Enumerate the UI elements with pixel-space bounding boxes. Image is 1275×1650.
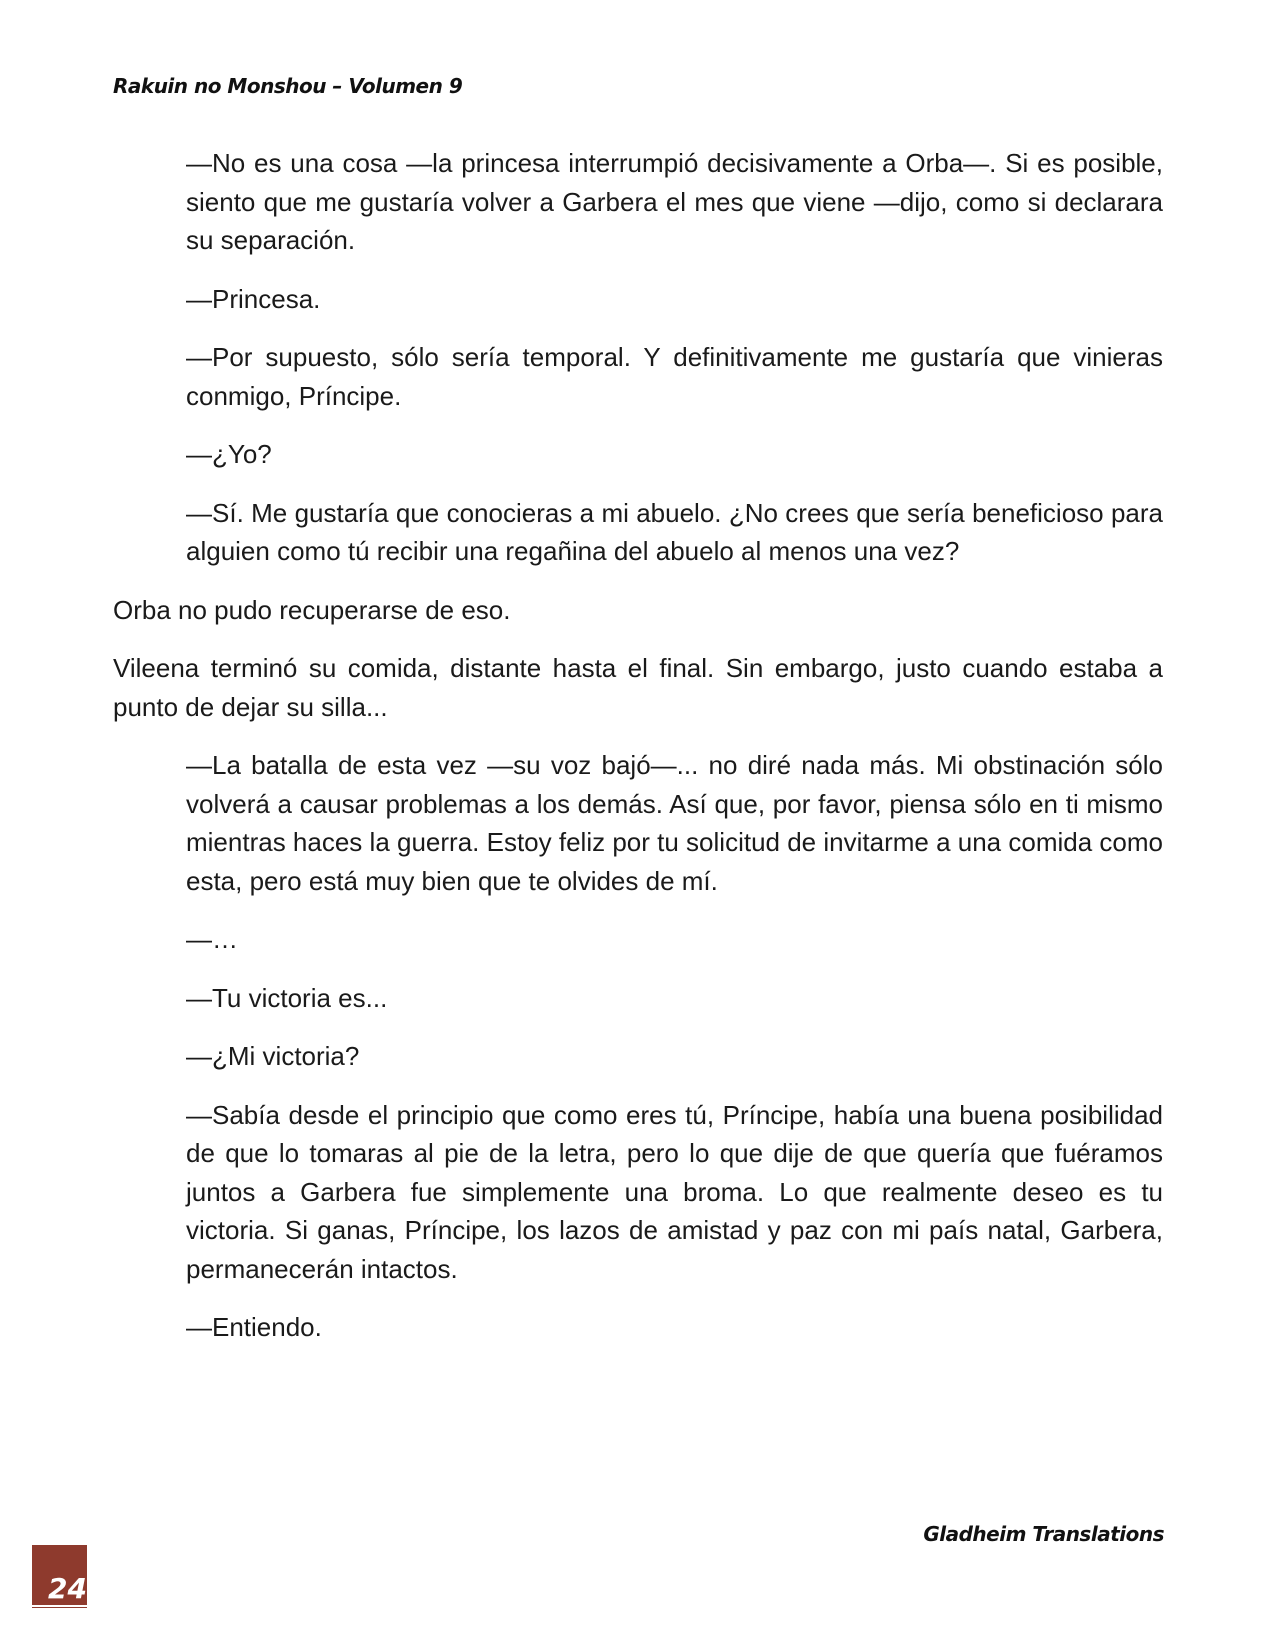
page-number: 24 (48, 1572, 87, 1605)
page-number-underline (32, 1605, 87, 1607)
paragraph: —La batalla de esta vez —su voz bajó—... no diré nada más. Mi obstinación sólo volverá a causar problemas a los demás. Así que, por favor, piensa sólo en ti mismo mientras haces la guerra. Estoy feliz por tu solicitud de invitarme a una comida como esta, pero está muy bien que te olvides de mí. (186, 750, 1163, 896)
paragraph: —Tu victoria es... (186, 982, 388, 1013)
paragraph: Vileena terminó su comida, distante hasta el final. Sin embargo, justo cuando estaba a punto de dejar su silla... (113, 653, 1163, 722)
page-number-badge (32, 1545, 87, 1608)
paragraph: Orba no pudo recuperarse de eso. (113, 594, 511, 625)
paragraph: —Por supuesto, sólo sería temporal. Y definitivamente me gustaría que vinieras conmigo, Príncipe. (186, 342, 1163, 411)
paragraph: —¿Yo? (186, 439, 272, 469)
paragraph: —No es una cosa —la princesa interrumpió decisivamente a Orba—. Si es posible, siento que me gustaría volver a Garbera el mes que viene —dijo, como si declarara su separación. (186, 148, 1163, 255)
footer-credit: Gladheim Translations (923, 1522, 1164, 1546)
paragraph: —Sí. Me gustaría que conocieras a mi abuelo. ¿No crees que sería beneficioso para alguien como tú recibir una regañina del abuelo al menos una vez? (186, 497, 1163, 566)
paragraph: —Entiendo. (186, 1312, 322, 1342)
paragraph: —Sabía desde el principio que como eres tú, Príncipe, había una buena posibilidad de que lo tomaras al pie de la letra, pero lo que dije de que quería que fuéramos juntos a Garbera fue simplemente una broma. Lo que realmente deseo es tu victoria. Si ganas, Príncipe, los lazos de amistad y paz con mi país natal, Garbera, permanecerán intactos. (186, 1099, 1163, 1284)
paragraph: —Princesa. (186, 283, 321, 314)
body-text (113, 144, 1163, 1367)
running-header: Rakuin no Monshou – Volumen 9 (113, 74, 463, 98)
paragraph: —… (186, 924, 238, 954)
paragraph: —¿Mi victoria? (186, 1041, 360, 1071)
